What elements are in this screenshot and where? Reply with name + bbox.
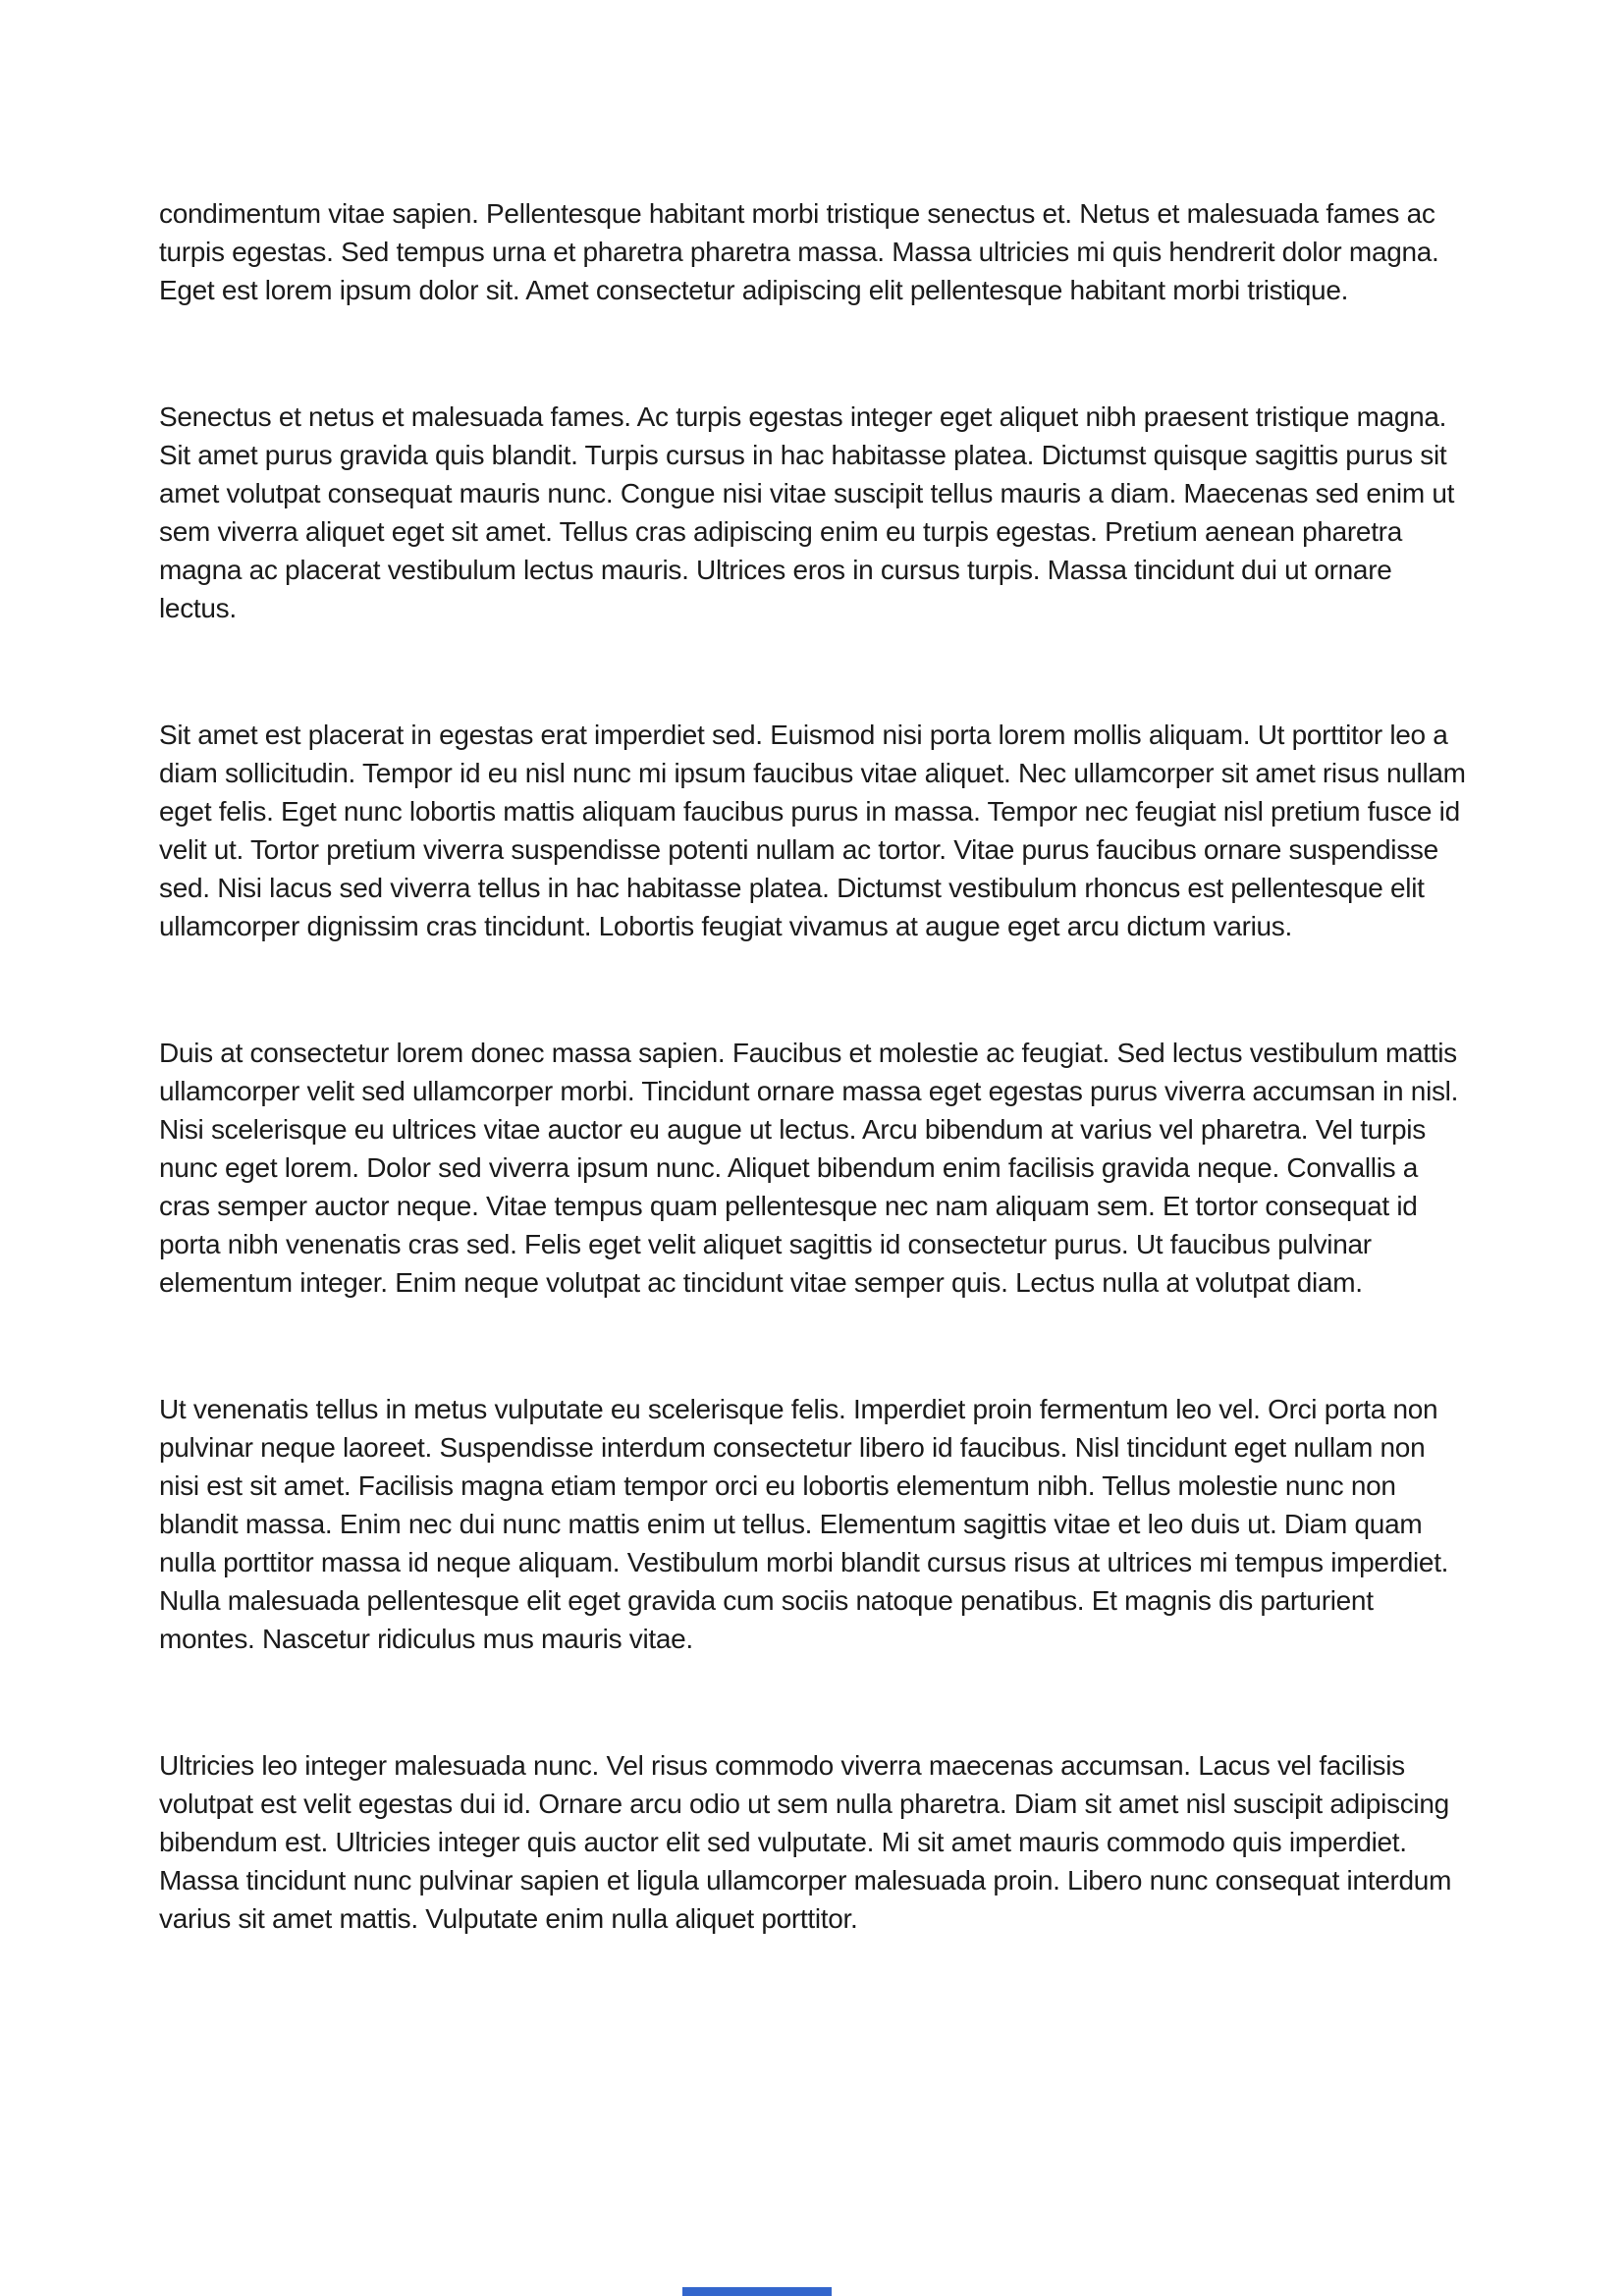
text-content [159,194,1467,1938]
paragraph: Ut venenatis tellus in metus vulputate eu scelerisque felis. Imperdiet proin fermentum leo vel. Orci porta non pulvinar neque laoreet. Suspendisse interdum consectetur libero id faucibus. Nisl tincidunt eget nullam non nisi est sit amet. Facilisis magna etiam tempor orci eu lobortis elementum nibh. Tellus molestie nunc non blandit massa. Enim nec dui nunc mattis enim ut tellus. Elementum sagittis vitae et leo duis ut. Diam quam nulla porttitor massa id neque aliquam. Vestibulum morbi blandit cursus risus at ultrices mi tempus imperdiet. Nulla malesuada pellentesque elit eget gravida cum sociis natoque penatibus. Et magnis dis parturient montes. Nascetur ridiculus mus mauris vitae. [159,1394,1449,1654]
paragraph: Sit amet est placerat in egestas erat imperdiet sed. Euismod nisi porta lorem mollis aliquam. Ut porttitor leo a diam sollicitudin. Tempor id eu nisl nunc mi ipsum faucibus vitae aliquet. Nec ullamcorper sit amet risus nullam eget felis. Eget nunc lobortis mattis aliquam faucibus purus in massa. Tempor nec feugiat nisl pretium fusce id velit ut. Tortor pretium viverra suspendisse potenti nullam ac tortor. Vitae purus faucibus ornare suspendisse sed. Nisi lacus sed viverra tellus in hac habitasse platea. Dictumst vestibulum rhoncus est pellentesque elit ullamcorper dignissim cras tincidunt. Lobortis feugiat vivamus at augue eget arcu dictum varius. [159,720,1466,941]
bottom-blue-bar [682,2287,832,2296]
paragraph: Duis at consectetur lorem donec massa sapien. Faucibus et molestie ac feugiat. Sed lectus vestibulum mattis ullamcorper velit sed ullamcorper morbi. Tincidunt ornare massa eget egestas purus viverra accumsan in nisl. Nisi scelerisque eu ultrices vitae auctor eu augue ut lectus. Arcu bibendum at varius vel pharetra. Vel turpis nunc eget lorem. Dolor sed viverra ipsum nunc. Aliquet bibendum enim facilisis gravida neque. Convallis a cras semper auctor neque. Vitae tempus quam pellentesque nec nam aliquam sem. Et tortor consequat id porta nibh venenatis cras sed. Felis eget velit aliquet sagittis id consectetur purus. Ut faucibus pulvinar elementum integer. Enim neque volutpat ac tincidunt vitae semper quis. Lectus nulla at volutpat diam. [159,1038,1459,1298]
paragraph: Ultricies leo integer malesuada nunc. Vel risus commodo viverra maecenas accumsan. Lacus vel facilisis volutpat est velit egestas dui id. Ornare arcu odio ut sem nulla pharetra. Diam sit amet nisl suscipit adipiscing bibendum est. Ultricies integer quis auctor elit sed vulputate. Mi sit amet mauris commodo quis imperdiet. Massa tincidunt nunc pulvinar sapien et ligula ullamcorper malesuada proin. Libero nunc consequat interdum varius sit amet mattis. Vulputate enim nulla aliquet porttitor. [159,1750,1452,1934]
paragraph: condimentum vitae sapien. Pellentesque habitant morbi tristique senectus et. Netus et malesuada fames ac turpis egestas. Sed tempus urna et pharetra pharetra massa. Massa ultricies mi quis hendrerit dolor magna. Eget est lorem ipsum dolor sit. Amet consectetur adipiscing elit pellentesque habitant morbi tristique. [159,198,1439,305]
paragraph: Senectus et netus et malesuada fames. Ac turpis egestas integer eget aliquet nibh praesent tristique magna. Sit amet purus gravida quis blandit. Turpis cursus in hac habitasse platea. Dictumst quisque sagittis purus sit amet volutpat consequat mauris nunc. Congue nisi vitae suscipit tellus mauris a diam. Maecenas sed enim ut sem viverra aliquet eget sit amet. Tellus cras adipiscing enim eu turpis egestas. Pretium aenean pharetra magna ac placerat vestibulum lectus mauris. Ultrices eros in cursus turpis. Massa tincidunt dui ut ornare lectus. [159,401,1455,623]
